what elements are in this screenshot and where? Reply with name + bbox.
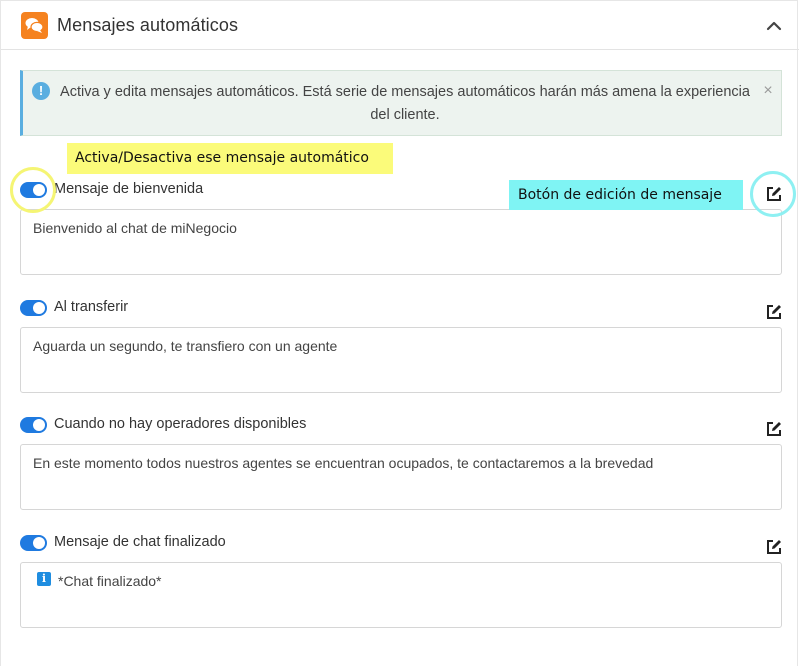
toggle-transfer-message[interactable] [20, 300, 47, 316]
message-text-box-no-operators[interactable] [20, 444, 782, 510]
message-text-box-welcome[interactable] [20, 209, 782, 275]
message-text: Aguarda un segundo, te transfiero con un agente [33, 338, 338, 354]
message-label-chat-ended: Mensaje de chat finalizado [54, 534, 226, 550]
message-text: Bienvenido al chat de miNegocio [33, 220, 237, 236]
toggle-knob [33, 537, 45, 549]
message-label-no-operators: Cuando no hay operadores disponibles [54, 416, 307, 432]
info-square-icon: i [37, 572, 51, 586]
toggle-knob [33, 302, 45, 314]
toggle-callout: Activa/Desactiva ese mensaje automático [67, 143, 393, 174]
panel-header [1, 1, 799, 50]
toggle-chat-ended-message[interactable] [20, 535, 47, 551]
page-title: Mensajes automáticos [57, 15, 239, 35]
edit-icon[interactable] [765, 538, 783, 556]
message-text-box-chat-ended[interactable] [20, 562, 782, 628]
message-text: En este momento todos nuestros agentes se encuentran ocupados, te contactaremos a la brevedad [33, 455, 654, 471]
toggle-highlight-ring [10, 167, 56, 213]
edit-icon[interactable] [765, 303, 783, 321]
alert-text: Activa y edita mensajes automáticos. Está serie de mensajes automáticos harán más amena la experiencia del cliente. [60, 84, 750, 123]
toggle-no-operators-message[interactable] [20, 417, 47, 433]
toggle-knob [33, 419, 45, 431]
info-icon: ! [32, 82, 50, 100]
chat-bubbles-icon [21, 12, 48, 39]
message-text-box-transfer[interactable] [20, 327, 782, 393]
message-label-transfer: Al transferir [54, 299, 129, 315]
edit-highlight-ring [750, 171, 796, 217]
edit-callout: Botón de edición de mensaje [509, 180, 743, 210]
info-alert [20, 70, 782, 136]
message-text: *Chat finalizado* [58, 573, 162, 589]
close-icon[interactable]: × [763, 82, 773, 99]
chevron-up-icon[interactable] [765, 17, 783, 35]
message-label-welcome: Mensaje de bienvenida [54, 181, 204, 197]
edit-icon[interactable] [765, 420, 783, 438]
